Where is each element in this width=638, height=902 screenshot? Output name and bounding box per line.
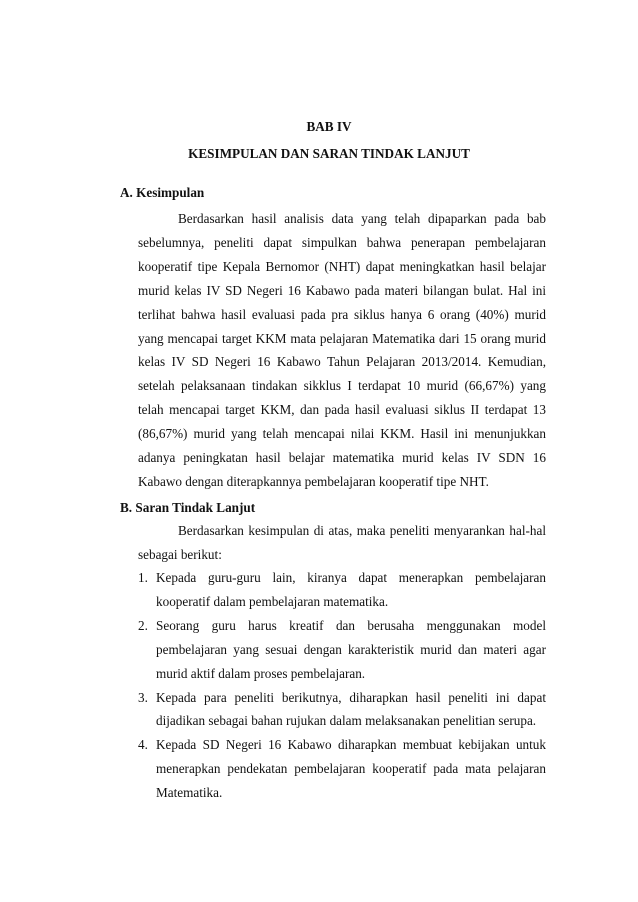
list-item-text: Seorang guru harus kreatif dan berusaha menggunakan model pembelajaran yang sesuai dengan karakteristik murid dan materi agar murid aktif dalam proses pembelajaran. [156,617,546,681]
saran-intro-paragraph [138,519,546,567]
list-item-text: Kepada SD Negeri 16 Kabawo diharapkan membuat kebijakan untuk menerapkan pendekatan pembelajaran kooperatif pada mata pelajaran Matematika. [156,737,546,801]
list-item [138,614,546,686]
list-item-text: Kepada guru-guru lain, kiranya dapat menerapkan pembelajaran kooperatif dalam pembelajaran matematika. [156,570,546,609]
chapter-title: KESIMPULAN DAN SARAN TINDAK LANJUT [188,146,470,161]
list-item [138,566,546,614]
list-item-number: 3. [138,689,148,705]
saran-intro-text: Berdasarkan kesimpulan di atas, maka peneliti menyarankan hal-hal sebagai berikut: [138,523,546,562]
list-item-number: 1. [138,570,148,585]
saran-list [138,566,546,805]
kesimpulan-paragraph [138,207,546,494]
chapter-number: BAB IV [306,119,352,134]
list-item [138,733,546,805]
section-heading-saran: B. Saran Tindak Lanjut [120,500,256,515]
list-item-number: 4. [138,737,148,753]
list-item-number: 2. [138,617,148,633]
section-heading-kesimpulan: A. Kesimpulan [120,185,205,200]
list-item-text: Kepada para peneliti berikutnya, diharapkan hasil peneliti ini dapat dijadikan sebagai bahan rujukan dalam melaksanakan penelitian serupa. [156,689,546,729]
list-item [138,686,546,734]
kesimpulan-text: Berdasarkan hasil analisis data yang telah dipaparkan pada bab sebelumnya, peneliti dapat simpulkan bahwa penerapan pembelajaran kooperatif tipe Kepala Bernomor (NHT) dapat meningkatkan hasil belajar murid kelas IV SD Negeri 16 Kabawo pada materi bilangan bulat. Hal ini terlihat bahwa hasil evaluasi pada pra siklus hanya 6 orang (40%) murid yang mencapai target KKM mata pelajaran Matematika dari 15 orang murid kelas IV SD Negeri 16 Kabawo Tahun Pelajaran 2013/2014. Kemudian, setelah pelaksanaan tindakan sikklus I terdapat 10 murid (66,67%) yang telah mencapai target KKM, dan pada hasil evaluasi siklus II terdapat 13 (86,67%) murid yang telah mencapai nilai KKM. Hasil ini menunjukkan adanya peningkatan hasil belajar matematika murid kelas IV SDN 16 Kabawo dengan diterapkannya pembelajaran kooperatif tipe NHT. [138,211,546,489]
